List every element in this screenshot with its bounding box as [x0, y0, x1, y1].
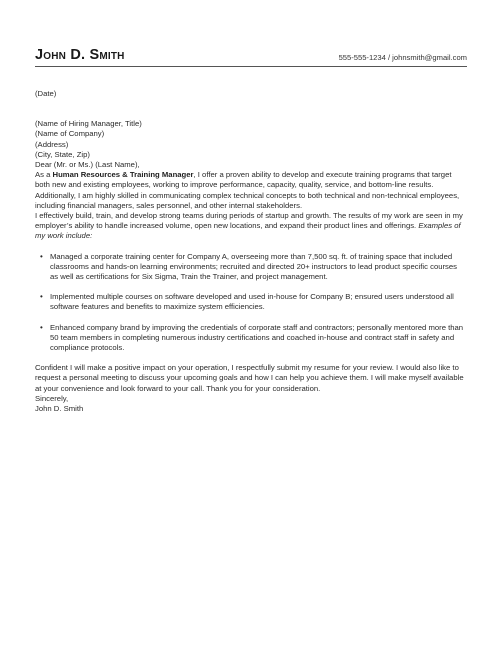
bullet-icon: •	[40, 251, 43, 261]
sender-name	[35, 47, 125, 63]
list-item-text: Managed a corporate training center for Company A, overseeing more than 7,500 sq. ft. of training space that included classrooms and hands-on learning environments; recruited and directed 20+ instructors to lead product specific courses as well as certifications for Six Sigma, Train the Trainer, and project management.	[50, 251, 458, 282]
teams-text: I effectively build, train, and develop strong teams during periods of startup and growth. The results of my work are seen in my employer’s ability to handle increased volume, open new locations, and expand their product lines and offerings.	[35, 211, 463, 231]
intro-role: Human Resources & Training Manager	[52, 170, 194, 180]
recipient-line: (Name of Hiring Manager, Title)	[35, 119, 142, 129]
letter-date: (Date)	[35, 89, 57, 98]
intro-rest: , I offer a proven ability to develop and execute training programs that target both new and existing employees, working to improve performance, capacity, quality, service, and bottom-line results. Additionally, I am highly skilled in communicating complex technical concepts to both technical and non-technical employees, including financial managers, sales personnel, and other internal stakeholders.	[35, 170, 460, 210]
list-item	[35, 323, 467, 354]
list-item-text: Implemented multiple courses on software developed and used in-house for Company B; ensured users understood all software features and benefits to maximize system efficiencies.	[50, 292, 454, 312]
bullet-icon: •	[40, 322, 43, 332]
teams-paragraph	[35, 211, 467, 242]
intro-lead: As a	[35, 170, 53, 180]
recipient-address	[35, 119, 467, 160]
signoff: Sincerely,	[35, 393, 69, 403]
letterhead	[35, 46, 467, 66]
examples-label: Examples of my work include:	[35, 221, 461, 241]
intro-paragraph	[35, 170, 467, 211]
bullet-icon: •	[40, 292, 43, 302]
examples-list	[35, 252, 467, 354]
signature-name: John D. Smith	[35, 404, 84, 414]
list-item	[35, 292, 467, 312]
recipient-line: (City, State, Zip)	[35, 149, 90, 159]
header-divider	[35, 66, 467, 67]
letter-body	[35, 89, 467, 414]
salutation: Dear (Mr. or Ms.) (Last Name),	[35, 160, 140, 170]
sender-contact: 555-555-1234 / johnsmith@gmail.com	[338, 53, 467, 62]
closing-paragraph: Confident I will make a positive impact on your operation, I respectfully submit my resume for your review. I would also like to request a personal meeting to discuss your upcoming goals and how I can help you achieve them. I will make myself available at your convenience and look forward to your call. Thank you for your consideration.	[35, 363, 464, 393]
recipient-line: (Name of Company)	[35, 129, 105, 139]
list-item	[35, 252, 467, 283]
sender-name-text: John D. Smith	[35, 47, 125, 63]
recipient-line: (Address)	[35, 139, 69, 149]
list-item-text: Enhanced company brand by improving the credentials of corporate staff and contractors; personally mentored more than 50 team members in completing numerous industry certifications and coached in-house and contract staff in safety and compliance protocols.	[50, 322, 464, 353]
